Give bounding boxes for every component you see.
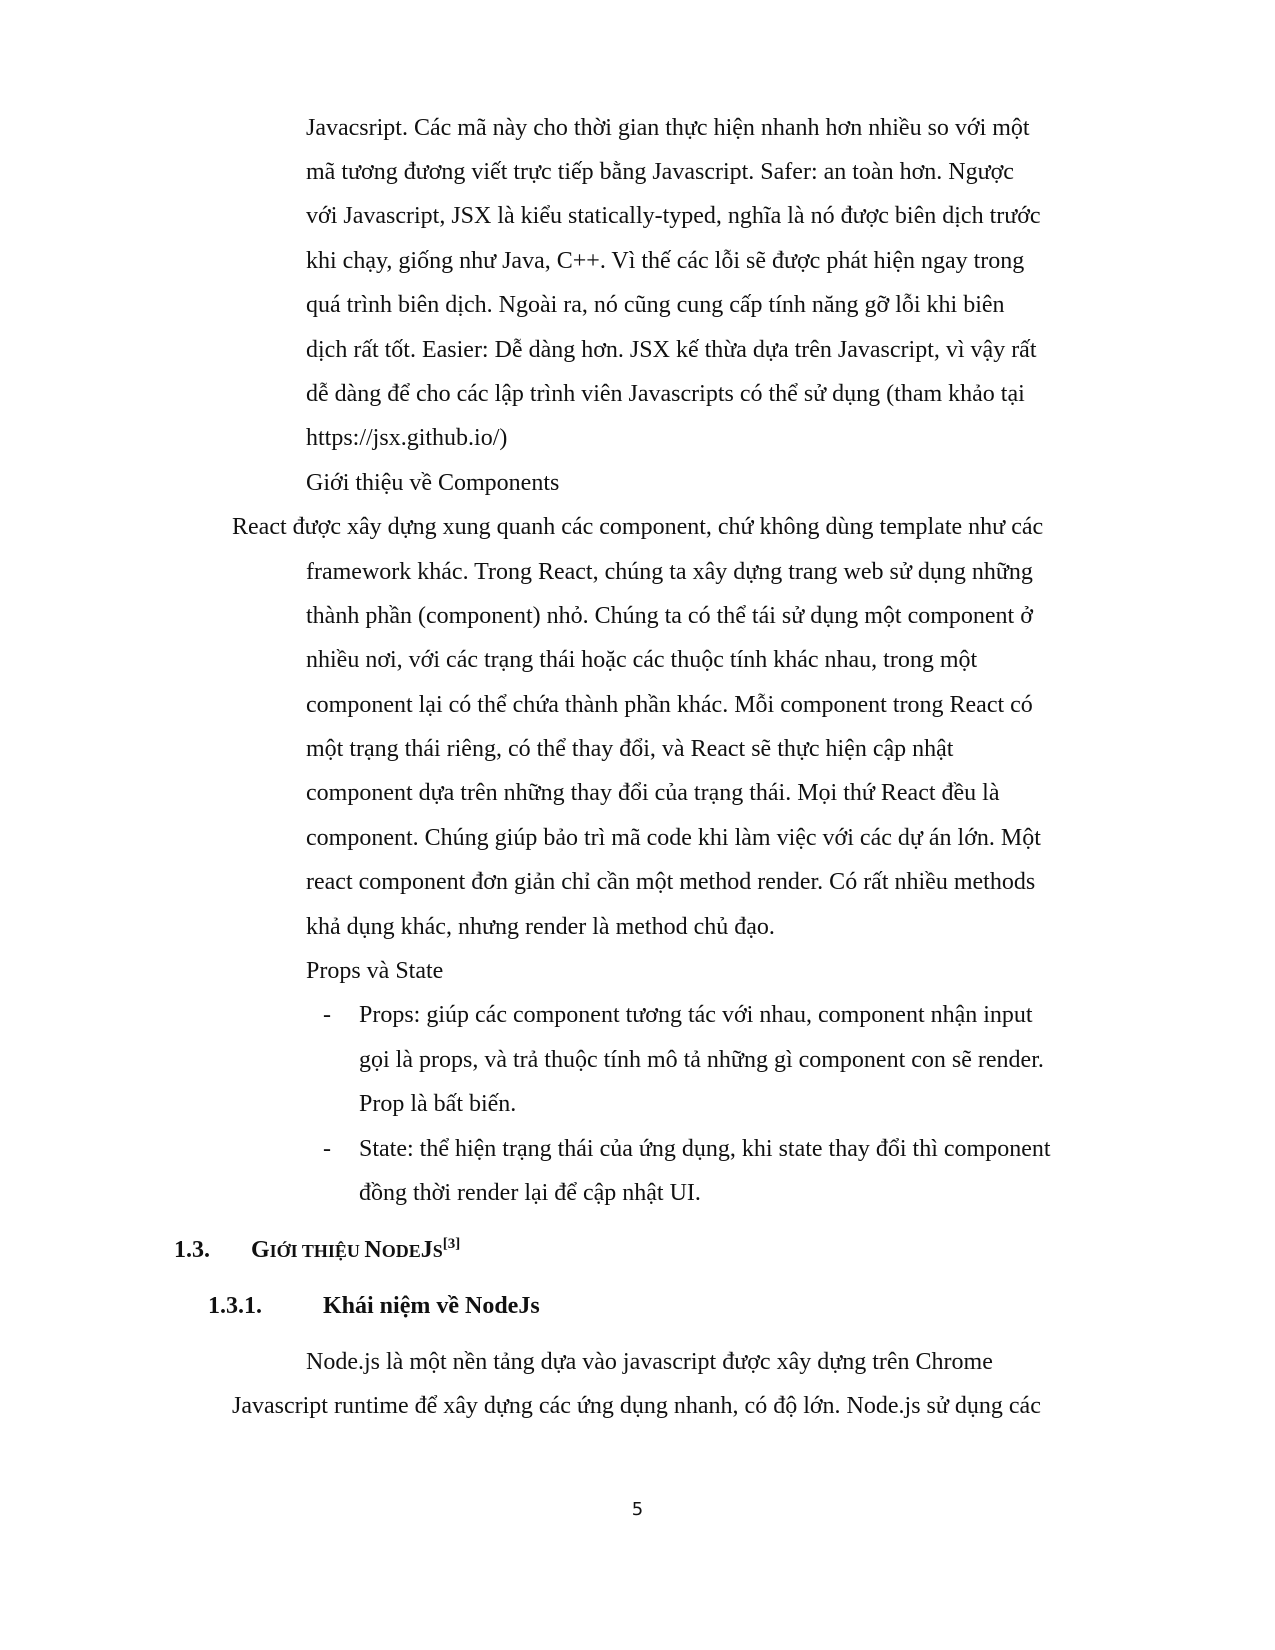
paragraph-line: Javascript runtime để xây dựng các ứng dụng nhanh, có độ lớn. Node.js sử dụng các xyxy=(232,1393,1041,1419)
paragraph-line: React được xây dựng xung quanh các component, chứ không dùng template như các xyxy=(232,514,1044,540)
paragraph-line: component. Chúng giúp bảo trì mã code khi làm việc với các dự án lớn. Một xyxy=(306,825,1041,851)
paragraph-line: với Javascript, JSX là kiểu statically-typed, nghĩa là nó được biên dịch trước xyxy=(306,203,1041,229)
paragraph-line: quá trình biên dịch. Ngoài ra, nó cũng cung cấp tính năng gỡ lỗi khi biên xyxy=(306,292,1005,318)
title-part: N xyxy=(364,1237,382,1263)
paragraph-line: nhiều nơi, với các trạng thái hoặc các thuộc tính khác nhau, trong một xyxy=(306,647,978,673)
bullet-marker: - xyxy=(323,1136,331,1162)
paragraph-line: Node.js là một nền tảng dựa vào javascript được xây dựng trên Chrome xyxy=(306,1349,993,1375)
title-part: J xyxy=(420,1237,433,1263)
title-part: ODE xyxy=(381,1241,421,1261)
paragraph-line: dễ dàng để cho các lập trình viên Javascripts có thể sử dụng (tham khảo tại xyxy=(306,381,1025,407)
bullet-line: gọi là props, và trả thuộc tính mô tả những gì component con sẽ render. xyxy=(359,1047,1044,1073)
section-number-1-3-1: 1.3.1. xyxy=(208,1293,262,1319)
bullet-marker: - xyxy=(323,1002,331,1028)
citation-reference: [3] xyxy=(442,1236,461,1252)
paragraph-line: https://jsx.github.io/) xyxy=(306,425,508,451)
subheading-props-state: Props và State xyxy=(306,958,444,984)
paragraph-line: một trạng thái riêng, có thể thay đổi, và React sẽ thực hiện cập nhật xyxy=(306,736,954,762)
paragraph-line: khả dụng khác, nhưng render là method chủ đạo. xyxy=(306,914,775,940)
paragraph-line: component lại có thể chứa thành phần khác. Mỗi component trong React có xyxy=(306,692,1033,718)
title-part: G xyxy=(251,1237,270,1263)
bullet-line: State: thể hiện trạng thái của ứng dụng, khi state thay đổi thì component xyxy=(359,1136,1051,1162)
page-number: 5 xyxy=(631,1499,644,1520)
paragraph-line: khi chạy, giống như Java, C++. Vì thế các lỗi sẽ được phát hiện ngay trong xyxy=(306,248,1025,274)
paragraph-line: thành phần (component) nhỏ. Chúng ta có thể tái sử dụng một component ở xyxy=(306,603,1033,629)
bullet-line: Prop là bất biến. xyxy=(359,1091,517,1117)
title-part: IỚI THIỆU xyxy=(269,1241,365,1261)
paragraph-line: component dựa trên những thay đổi của trạng thái. Mọi thứ React đều là xyxy=(306,780,1000,806)
paragraph-line: mã tương đương viết trực tiếp bằng Javascript. Safer: an toàn hơn. Ngược xyxy=(306,159,1014,185)
title-part: S xyxy=(432,1241,443,1261)
paragraph-line: Javacsript. Các mã này cho thời gian thực hiện nhanh hơn nhiều so với một xyxy=(306,115,1030,141)
paragraph-line: framework khác. Trong React, chúng ta xây dựng trang web sử dụng những xyxy=(306,559,1033,585)
paragraph-line: react component đơn giản chỉ cần một method render. Có rất nhiều methods xyxy=(306,869,1036,895)
bullet-line: Props: giúp các component tương tác với nhau, component nhận input xyxy=(359,1002,1033,1028)
bullet-line: đồng thời render lại để cập nhật UI. xyxy=(359,1180,701,1206)
section-title-1-3-1: Khái niệm về NodeJs xyxy=(323,1293,540,1319)
paragraph-line: dịch rất tốt. Easier: Dễ dàng hơn. JSX kế thừa dựa trên Javascript, vì vậy rất xyxy=(306,337,1037,363)
section-title-1-3 xyxy=(251,1235,460,1266)
subheading-components: Giới thiệu về Components xyxy=(306,470,560,496)
section-number-1-3: 1.3. xyxy=(174,1237,210,1263)
